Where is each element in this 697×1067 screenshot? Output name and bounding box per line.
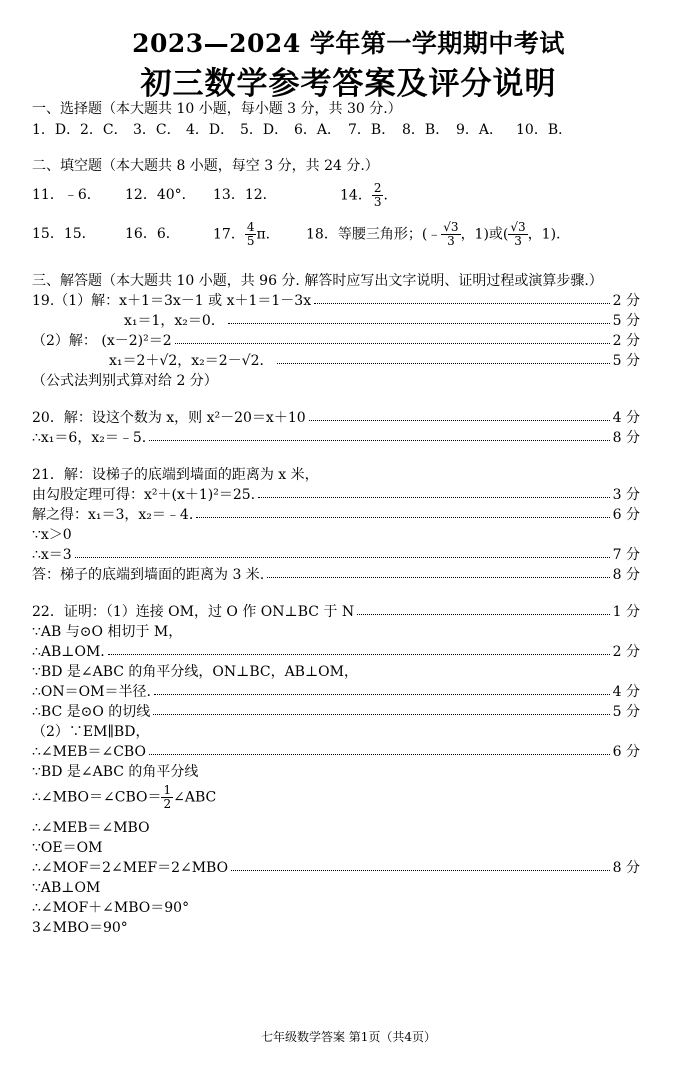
score-label: 5 分 [612,704,640,720]
q22-line6 [32,703,640,721]
q22-line13 [32,859,640,877]
answer-15: 15．15． [32,226,96,242]
leader-dots [231,870,610,871]
answer-1: 1．D． [32,122,81,138]
fraction-numerator: √3 [510,219,526,234]
section2-row2 [32,217,640,251]
q22-step: ∴∠MBO＝∠CBO＝ [32,789,162,806]
leader-dots [277,363,610,364]
answer-18-part-c: ，1). [527,226,561,242]
q21-step: 答：梯子的底端到墙面的距离为 3 米. [32,567,265,583]
q22-line10 [32,784,640,814]
fraction-denominator: 5 [246,233,255,248]
q22-line11: ∴∠MEB＝∠MBO [32,820,150,836]
answer-18-part-a: 18．等腰三角形；(﹣ [306,226,442,242]
answer-5: 5．D． [240,122,289,138]
score-label: 6 分 [612,744,640,760]
answer-12: 12．40°． [125,187,196,203]
q19-step: 19.（1）解：x＋1＝3x－1 或 x＋1＝1－3x [32,293,312,309]
fraction-denominator: 3 [514,233,522,248]
leader-dots [258,497,610,498]
q21-step: 解之得：x₁＝3，x₂＝﹣4. [32,507,194,523]
leader-dots [267,577,609,578]
section1-heading: 一、选择题（本大题共 10 小题，每小题 3 分，共 30 分.） [32,101,402,117]
page-footer: 七年级数学答案 第1页（共4页） [260,1030,437,1044]
q22-step: ∴∠MEB＝∠CBO [32,744,146,760]
q22-line2: ∵AB 与⊙O 相切于 M， [32,624,183,640]
q22-step: ∴BC 是⊙O 的切线 [32,704,151,720]
q22-line4: ∵BD 是∠ABC 的角平分线，ON⊥BC，AB⊥OM， [32,664,358,680]
leader-dots [175,343,610,344]
answer-14-label: 14． [340,187,372,203]
score-label: 8 分 [612,430,640,446]
leader-dots [357,614,610,615]
section3-heading: 三、解答题（本大题共 10 小题，共 96 分. 解答时应写出文字说明、证明过程或演算步骤.） [32,273,603,289]
section1-answers [32,121,640,139]
answer-3: 3．C． [133,122,181,138]
answer-13: 13．12． [213,187,277,203]
q22-line16: 3∠MBO＝90° [32,920,128,936]
q22-line12: ∵OE＝OM [32,840,103,856]
q20-line2 [32,429,640,447]
document-title: 初三数学参考答案及评分说明 [140,66,557,102]
fraction-denominator: 3 [373,194,382,209]
answer-14-tail: . [383,187,388,203]
q22-step: 22．证明：（1）连接 OM，过 O 作 ON⊥BC 于 N [32,604,355,620]
answer-14 [340,182,388,209]
q20-step: 20．解：设这个数为 x，则 x²－20＝x＋10 [32,410,306,426]
section2-heading: 二、填空题（本大题共 8 小题，每空 3 分，共 24 分.） [32,158,379,174]
leader-dots [228,323,610,324]
answer-17-label: 17． [213,226,245,242]
fraction-numerator: √3 [443,219,459,234]
q22-line1 [32,603,640,621]
score-label: 3 分 [612,487,640,503]
q21-line4: ∵x＞0 [32,527,72,543]
answer-18 [306,221,561,248]
leader-dots [149,440,609,441]
answer-18-part-b: ，1)或( [460,226,509,242]
answer-8: 8．B． [402,122,450,138]
leader-dots [154,694,610,695]
q22-step-tail: ∠ABC [173,789,217,806]
score-label: 7 分 [612,547,640,563]
q19-line1 [32,292,640,310]
half-fraction [161,784,173,811]
score-label: 4 分 [612,410,640,426]
q21-line2 [32,486,640,504]
score-label: 2 分 [612,644,640,660]
fraction-denominator: 2 [163,797,172,811]
answer-16: 16．6． [125,226,180,242]
q22-line3 [32,643,640,661]
q19-step: （2）解： (x－2)²＝2 [32,333,172,349]
answer-4: 4．D． [186,122,235,138]
q20-line1 [32,409,640,427]
leader-dots [196,517,609,518]
leader-dots [149,754,610,755]
exam-title: 2023—2024 学年第一学期期中考试 [132,29,565,58]
fraction-numerator: 1 [163,783,172,797]
answer-17 [213,221,306,248]
answer-17-tail: π. [256,226,271,242]
score-label: 5 分 [612,313,640,329]
q21-line5 [32,546,640,564]
score-label: 8 分 [612,860,640,876]
answer-7: 7．B． [348,122,396,138]
q19-step: x₁＝2＋√2，x₂＝2－√2． [109,353,274,369]
score-label: 4 分 [612,684,640,700]
q22-line9: ∵BD 是∠ABC 的角平分线 [32,764,199,780]
fraction-numerator: 2 [373,180,382,195]
q22-line7: （2）∵EM∥BD， [32,724,150,740]
q22-step: ∴AB⊥OM. [32,644,105,660]
answer-14-fraction [372,182,384,209]
fraction-denominator: 3 [447,233,455,248]
q22-step: ∴∠MOF＝2∠MEF＝2∠MBO [32,860,229,876]
q22-line14: ∵AB⊥OM [32,880,101,896]
answer-6: 6．A． [294,122,342,138]
answer-11: 11．﹣6． [32,187,101,203]
q19-step: x₁＝1，x₂＝0． [124,313,225,329]
leader-dots [309,420,610,421]
q22-line15: ∴∠MOF＋∠MBO＝90° [32,900,190,916]
q19-line3 [32,332,640,350]
score-label: 2 分 [612,293,640,309]
q21-line1: 21．解：设梯子的底端到墙面的距离为 x 米， [32,467,319,483]
score-label: 6 分 [612,507,640,523]
score-label: 1 分 [612,604,640,620]
q19-line2 [32,312,640,330]
q22-step: ∴ON＝OM＝半径. [32,684,151,700]
q22-line8 [32,743,640,761]
section2-row1 [32,180,640,210]
fraction-numerator: 4 [246,219,255,234]
q21-step: ∴x＝3 [32,547,72,563]
q19-line4 [32,352,640,370]
score-label: 2 分 [612,333,640,349]
q19-note: （公式法判别式算对给 2 分） [32,373,218,389]
answer-18-fraction-b [508,221,527,248]
q21-line6 [32,566,640,584]
leader-dots [75,557,610,558]
leader-dots [153,714,609,715]
leader-dots [314,303,610,304]
score-label: 8 分 [612,567,640,583]
answer-18-fraction-a [441,221,460,248]
answer-2: 2．C． [80,122,128,138]
q21-step: 由勾股定理可得：x²＋(x＋1)²＝25. [32,487,256,503]
answer-10: 10．B． [516,122,573,138]
q22-line5 [32,683,640,701]
score-label: 5 分 [612,353,640,369]
answer-17-fraction [245,221,257,248]
answer-9: 9．A． [456,122,504,138]
leader-dots [108,654,610,655]
q21-line3 [32,506,640,524]
q20-step: ∴x₁＝6，x₂＝﹣5. [32,430,147,446]
